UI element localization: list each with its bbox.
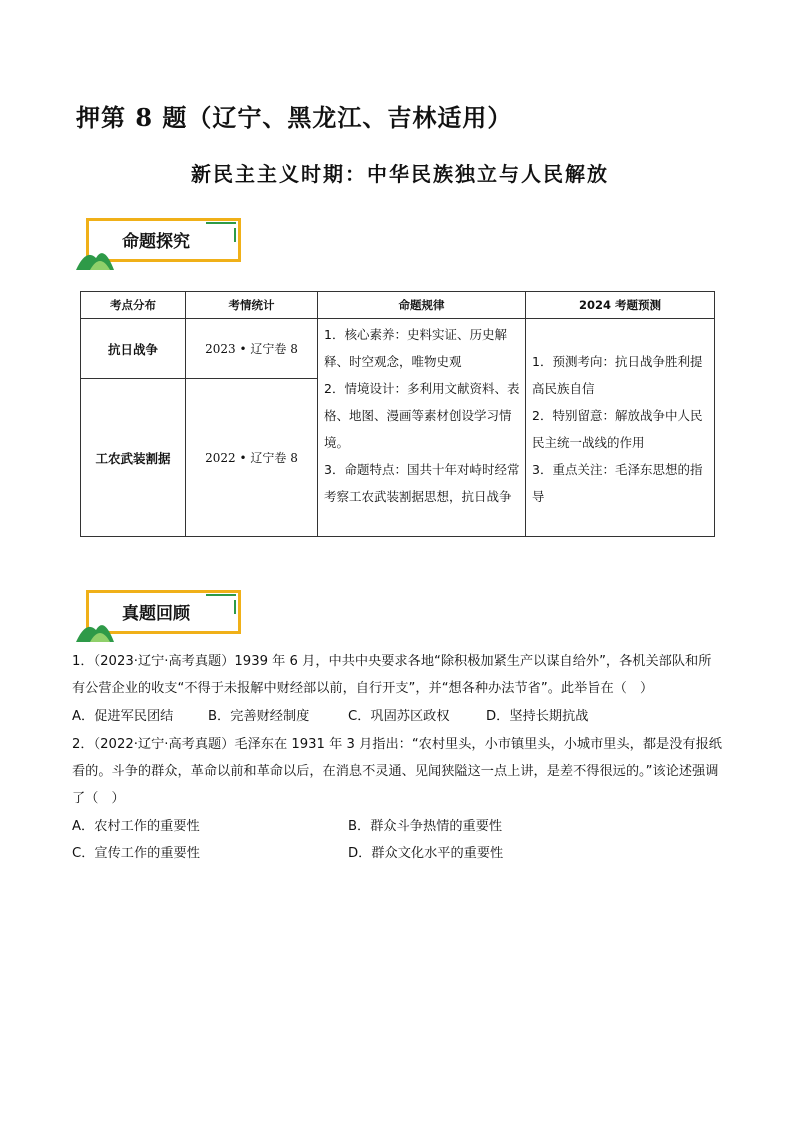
section-header-review	[76, 590, 246, 642]
section-accent-tick	[234, 228, 236, 242]
section-title: 命题探究	[122, 232, 190, 252]
stat-cell: 2023 • 辽宁卷 8	[186, 319, 318, 379]
topic-cell: 工农武装割据	[81, 379, 186, 537]
page-subtitle: 新民主主义时期：中华民族独立与人民解放	[191, 162, 609, 186]
table-header-cell: 命题规律	[318, 292, 526, 319]
table-row	[81, 319, 715, 379]
section-accent-line	[206, 222, 236, 224]
hill-icon	[76, 244, 116, 270]
hill-icon	[76, 616, 116, 642]
option-d: D．群众文化水平的重要性	[348, 846, 504, 861]
question-1-text: 1．（2023·辽宁·高考真题）1939 年 6 月，中共中央要求各地“除积极加紧生产以谋自给外”，各机关部队和所有公营企业的收支“不得于未报解中财经部以前，自行开支”，并“想各种办法节省”。此举旨在（ ）	[72, 654, 712, 696]
section-title: 真题回顾	[122, 604, 190, 624]
option-c: C．巩固苏区政权	[348, 709, 450, 724]
question-1-options	[72, 703, 722, 730]
page-title: 押第 8 题（辽宁、黑龙江、吉林适用）	[76, 103, 513, 132]
question-2-text: 2．（2022·辽宁·高考真题）毛泽东在 1931 年 3 月指出：“农村里头，小市镇里头，小城市里头，都是没有报纸看的。斗争的群众，革命以前和革命以后，在消息不灵通、见闻狭隘这一点上讲，是差不得很远的。”该论述强调了（ ）	[72, 737, 722, 806]
option-d: D．坚持长期抗战	[486, 709, 589, 724]
stat-cell: 2022 • 辽宁卷 8	[186, 379, 318, 537]
option-b: B．完善财经制度	[208, 709, 310, 724]
table-header-cell: 2024 考题预测	[526, 292, 715, 319]
question-2-options	[72, 813, 722, 869]
section-accent-tick	[234, 600, 236, 614]
table-header-row	[81, 292, 715, 319]
prediction-item: 2．特别留意：解放战争中人民民主统一战线的作用	[532, 407, 703, 450]
law-item: 1．核心素养：史料实证、历史解释、时空观念，唯物史观	[324, 327, 507, 369]
table-header-cell: 考情统计	[186, 292, 318, 319]
law-item: 3．命题特点：国共十年对峙时经常考察工农武装割据思想，抗日战争	[324, 462, 520, 504]
option-b: B．群众斗争热情的重要性	[348, 819, 503, 834]
section-header-explore	[76, 218, 246, 270]
prediction-item: 1．预测考向：抗日战争胜利提高民族自信	[532, 353, 703, 396]
law-item: 2．情境设计：多利用文献资料、表格、地图、漫画等素材创设学习情境。	[324, 381, 520, 450]
topic-cell: 抗日战争	[81, 319, 186, 379]
option-a: A．农村工作的重要性	[72, 819, 200, 834]
prediction-item: 3．重点关注：毛泽东思想的指导	[532, 461, 703, 504]
prediction-cell	[526, 319, 715, 537]
section-accent-line	[206, 594, 236, 596]
law-cell	[318, 319, 526, 537]
table-header-cell: 考点分布	[81, 292, 186, 319]
exam-analysis-table	[80, 291, 715, 537]
option-c: C．宣传工作的重要性	[72, 846, 200, 861]
option-a: A．促进军民团结	[72, 709, 174, 724]
